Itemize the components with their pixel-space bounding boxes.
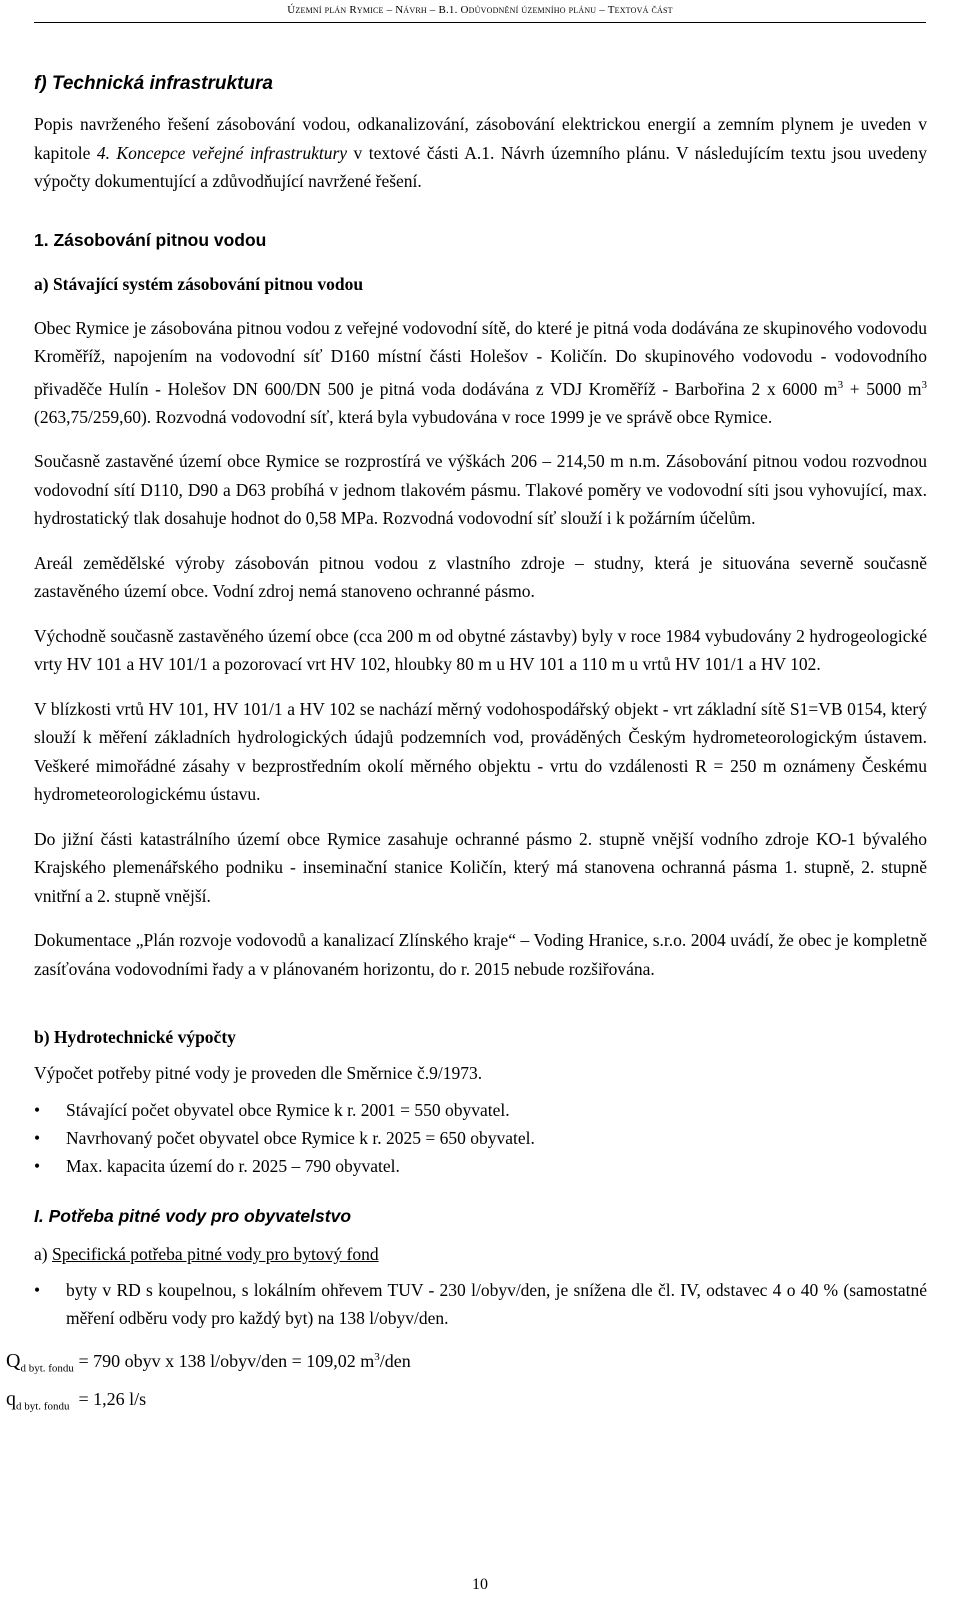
formula-q-symbol: q <box>6 1387 16 1410</box>
p1-sup2: 3 <box>921 378 928 391</box>
list-item <box>34 1124 927 1152</box>
section-1a-title: a) Stávající systém zásobování pitnou vodou <box>34 273 364 294</box>
section-f-intro <box>34 110 927 196</box>
bullet-icon: • <box>34 1099 41 1120</box>
section-b-title: b) Hydrotechnické výpočty <box>34 1027 236 1048</box>
page-number: 10 <box>472 1576 488 1593</box>
paragraph-3: Areál zemědělské výroby zásobován pitnou vodou z vlastního zdroje – studny, která je situována severně současně zastavěného území obce. Vodní zdroj nemá stanoveno ochranné pásmo. <box>34 552 927 602</box>
list-item-text: Stávající počet obyvatel obce Rymice k r. 2001 = 550 obyvatel. <box>66 1099 510 1120</box>
paragraph-7: Dokumentace „Plán rozvoje vodovodů a kanalizací Zlínského kraje“ – Voding Hranice, s.r.o. 2004 uvádí, že obec je kompletně zasíťována vodovodními řady a v plánovaném horizontu, do r. 2015 nebude rozšiřována. <box>34 930 927 979</box>
intro-pre: Popis navrženého řešení zásobování vodou, odkanalizování, zásobování elektrickou energií a zemním plynem je uveden v kapitole <box>34 114 927 163</box>
list-item-text: Navrhovaný počet obyvatel obce Rymice k r. 2025 = 650 obyvatel. <box>66 1127 535 1148</box>
paragraph-1 <box>34 314 927 432</box>
formula-q-subscript: d byt. fondu <box>16 1400 70 1413</box>
intro-post: v textové části A.1. Návrh územního plánu. V následujícím textu jsou uvedeny výpočty dokumentující a zdůvodňující navržené řešení. <box>34 142 928 191</box>
section-I-sub-a <box>34 1240 927 1269</box>
p1-sup1: 3 <box>837 378 844 391</box>
formula-q-expression: = 1,26 l/s <box>69 1388 147 1409</box>
bullet-icon: • <box>34 1127 41 1148</box>
paragraph-2: Současně zastavěné území obce Rymice se rozprostírá ve výškách 206 – 214,50 m n.m. Zásobování pitnou vodou rozvodnou vodovodní sítí D110, D90 a D63 probíhá v jednom tlakovém pásmu. Tlakové poměry ve vodovodní síti jsou vyhovující, max. hydrostatický tlak dosahuje hodnot do 0,58 MPa. Rozvodná vodovodní síť slouží i k požárním účelům. <box>34 451 927 529</box>
formula-Q-tail: /den <box>379 1351 411 1372</box>
p1-mid: + 5000 m <box>843 378 922 399</box>
list-item <box>34 1276 927 1332</box>
list-item-text: byty v RD s koupelnou, s lokálním ohřevem TUV - 230 l/obyv/den, je snížena dle čl. IV, odstavec 4 o 40 % (samostatné měření odběru vody pro každý byt) na 138 l/obyv/den. <box>66 1280 927 1329</box>
bullet-icon: • <box>34 1280 41 1301</box>
formula-Q-symbol: Q <box>6 1350 21 1373</box>
list-item <box>34 1096 927 1124</box>
paragraph-5: V blízkosti vrtů HV 101, HV 101/1 a HV 102 se nachází měrný vodohospodářský objekt - vrt základní sítě S1=VB 0154, který slouží k měření základních hydrologických údajů podzemních vod, prováděných Českým hydrometeorologickým ústavem. Veškeré mimořádné zásahy v bezprostředním okolí měrného objektu - vrtu do vzdálenosti R = 250 m oznámeny Českému hydrometeorologickému ústavu. <box>34 698 927 805</box>
header-rule <box>34 22 926 23</box>
section-1-title: 1. Zásobování pitnou vodou <box>34 229 267 250</box>
formula-Q-subscript: d byt. fondu <box>20 1362 74 1375</box>
formula-Q-expression: = 790 obyv x 138 l/obyv/den = 109,02 m <box>73 1351 375 1372</box>
demand-list <box>34 1276 927 1332</box>
section-I-title: I. Potřeba pitné vody pro obyvatelstvo <box>34 1205 352 1226</box>
page-content <box>6 70 928 1422</box>
section-b-intro: Výpočet potřeby pitné vody je proveden dle Směrnice č.9/1973. <box>34 1063 483 1084</box>
list-item-text: Max. kapacita území do r. 2025 – 790 obyvatel. <box>66 1155 400 1176</box>
sub-a-prefix: a) <box>34 1243 52 1264</box>
p1-pre: Obec Rymice je zásobována pitnou vodou z veřejné vodovodní sítě, do které je pitná voda dodávána ze skupinového vodovodu Kroměříž, napojením na vodovodní síť D160 místní části Holešov - Količín. Do skupinového vodovodu - vodovodního přivaděče Hulín - Holešov DN 600/DN 500 je pitná voda dodávána z VDJ Kroměříž - Barbořina 2 x 6000 m <box>34 317 927 399</box>
formula-q <box>6 1384 927 1422</box>
paragraph-6: Do jižní části katastrálního území obce Rymice zasahuje ochranné pásmo 2. stupně vnější vodního zdroje KO-1 bývalého Krajského plemenářského podniku - inseminační stanice Količín, který má stanovena ochranná pásma 1. stupně, 2. stupně vnitřní a 2. stupně vnější. <box>34 828 927 906</box>
formula-Q <box>6 1342 927 1384</box>
running-header <box>0 4 960 16</box>
header-text: Územní plán Rymice – Návrh – B.1. Odůvodnění územního plánu – Textová část <box>287 4 673 16</box>
formula-Q-superscript: 3 <box>374 1351 380 1364</box>
paragraph-4: Východně současně zastavěného území obce (cca 200 m od obytné zástavby) byly v roce 1984 vybudovány 2 hydrogeologické vrty HV 101 a HV 101/1 a pozorovací vrt HV 102, hloubky 80 m u HV 101 a 110 m u vrtů HV 101/1 a HV 102. <box>34 625 927 675</box>
sub-a-title: Specifická potřeba pitné vody pro bytový fond <box>51 1243 379 1264</box>
section-f-title: f) Technická infrastruktura <box>34 73 273 94</box>
p1-post: (263,75/259,60). Rozvodná vodovodní síť, která byla vybudována v roce 1999 je ve správě obce Rymice. <box>34 406 773 427</box>
intro-italic: 4. Koncepce veřejné infrastruktury <box>96 142 348 163</box>
list-item <box>34 1152 927 1180</box>
population-list <box>34 1096 927 1180</box>
bullet-icon: • <box>34 1155 41 1176</box>
